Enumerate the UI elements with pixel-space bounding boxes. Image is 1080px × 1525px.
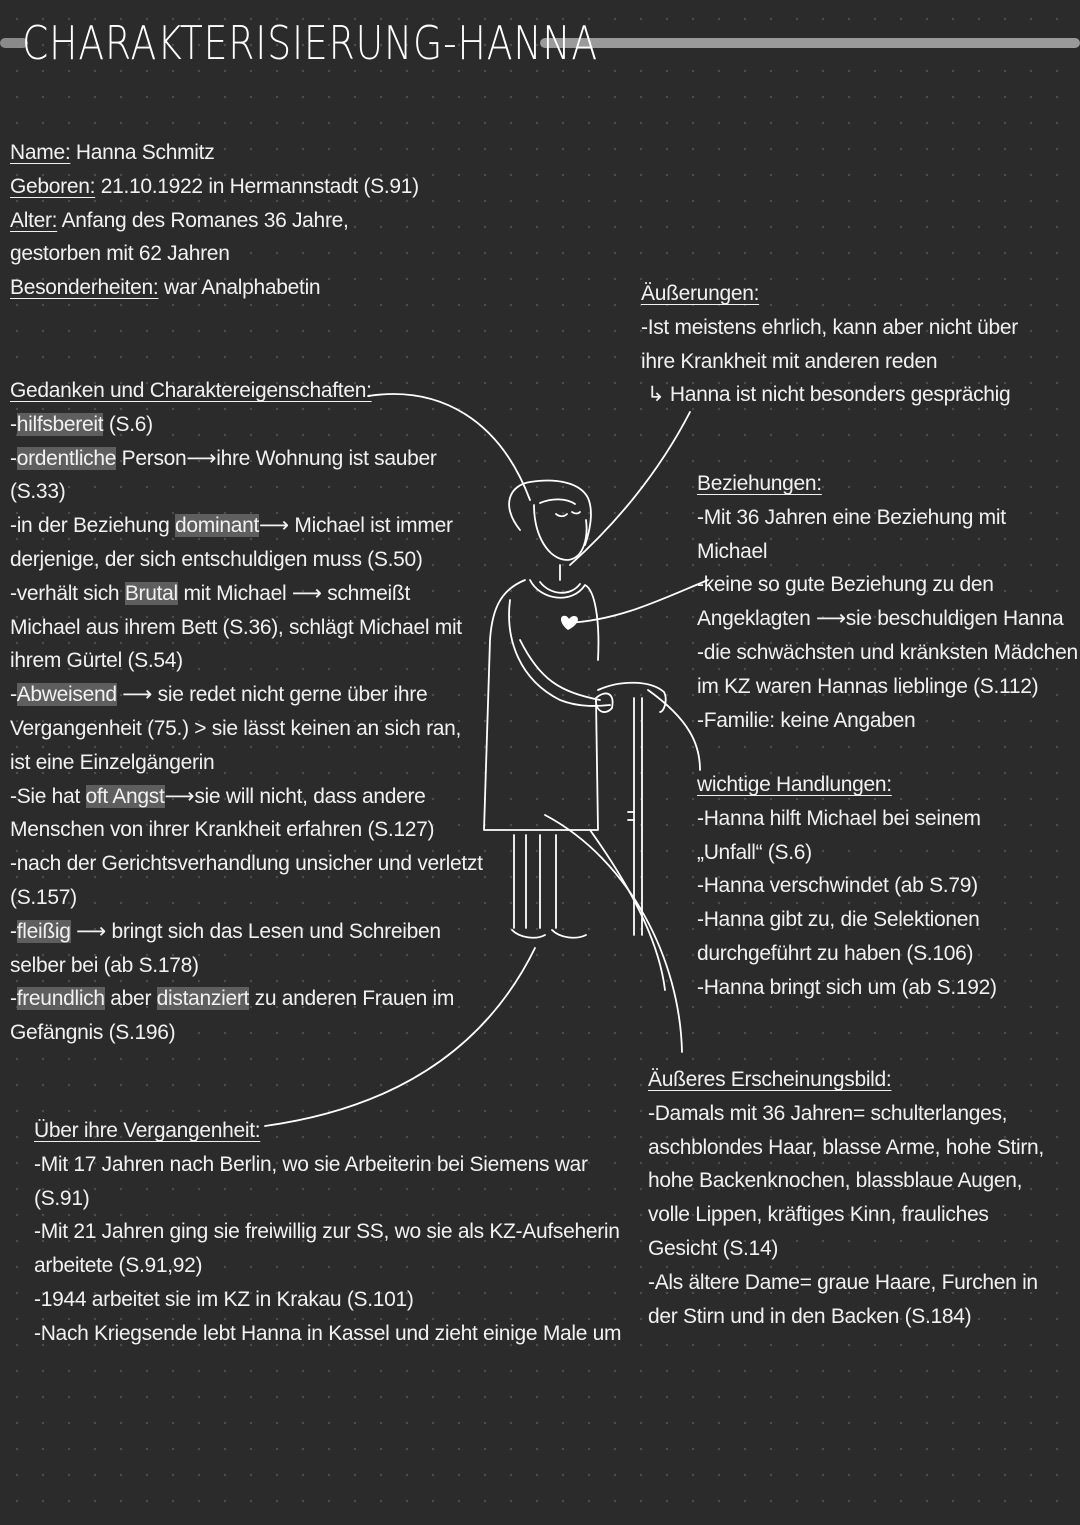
connector-thoughts [368, 394, 530, 500]
text: ist eine Einzelgängerin [10, 750, 215, 774]
text: aber [104, 987, 157, 1011]
text: derjenige, der sich entschuldigen muss (S.50) [10, 547, 423, 571]
text: „Unfall“ (S.6) [697, 840, 812, 864]
text: (S.6) [103, 412, 153, 436]
highlight: Brutal [124, 581, 178, 605]
text: Gefängnis (S.196) [10, 1021, 176, 1045]
text: ihre Krankheit mit anderen reden [641, 349, 938, 373]
text: ⟶ bringt sich das Lesen und Schreiben [70, 919, 441, 943]
text: -Mit 21 Jahren ging sie freiwillig zur SS, wo sie als KZ-Aufseherin [34, 1220, 620, 1244]
text: Vergangenheit (75.) > sie lässt keinen an sich ran, [10, 716, 462, 740]
highlight: freundlich [16, 987, 105, 1011]
text: ihrem Gürtel (S.54) [10, 649, 183, 673]
text: ⟶ Michael ist immer [259, 514, 453, 538]
connector-statements [570, 412, 690, 565]
highlight: Abweisend [16, 683, 117, 707]
text: volle Lippen, kräftiges Kinn, frauliches [648, 1203, 989, 1227]
name-value: Hanna Schmitz [70, 141, 215, 164]
text: (S.33) [10, 480, 66, 504]
text: -Hanna verschwindet (ab S.79) [697, 874, 978, 898]
text: der Stirn und in den Backen (S.184) [648, 1304, 972, 1328]
highlight: ordentliche [16, 446, 117, 470]
text: Gesicht (S.14) [648, 1236, 779, 1260]
born-label: Geboren: [10, 174, 96, 198]
text: - [10, 446, 17, 470]
text: ↳ Hanna ist nicht besonders gesprächig [647, 383, 1011, 407]
figure-cane [598, 683, 666, 712]
appearance-heading: Äußeres Erscheinungsbild: [648, 1068, 892, 1091]
text: ⟶sie will nicht, dass andere [164, 784, 426, 808]
text: Menschen von ihrer Krankheit erfahren (S.127) [10, 818, 435, 842]
text: hohe Backenknochen, blassblaue Augen, [648, 1169, 1023, 1193]
text: -Familie: keine Angaben [697, 708, 916, 732]
name-label: Name: [10, 141, 71, 164]
text: ⟶ sie redet nicht gerne über ihre [116, 683, 428, 707]
text: -nach der Gerichtsverhandlung unsicher und verletzt [10, 852, 483, 876]
statements-heading: Äußerungen: [641, 282, 760, 305]
age-value: Anfang des Romanes 36 Jahre, [57, 208, 349, 232]
thoughts-heading: Gedanken und Charaktereigenschaften: [10, 379, 372, 402]
text: -Mit 36 Jahren eine Beziehung mit [697, 505, 1006, 529]
actions-heading: wichtige Handlungen: [697, 773, 892, 796]
text: Michael [697, 539, 768, 563]
text: -verhält sich [10, 581, 125, 605]
highlight: oft Angst [85, 784, 165, 808]
text: -Als ältere Dame= graue Haare, Furchen in [648, 1270, 1038, 1294]
text: -Hanna hilft Michael bei seinem [697, 806, 981, 830]
text: -1944 arbeitet sie im KZ in Krakau (S.101) [34, 1287, 414, 1311]
connector-appearance [545, 815, 682, 1052]
text: (S.157) [10, 885, 77, 909]
figure-arm [509, 600, 610, 706]
born-value: 21.10.1922 in Hermannstadt (S.91) [95, 174, 419, 198]
highlight: fleißig [16, 919, 71, 943]
text: selber bei (ab S.178) [10, 953, 199, 977]
text: -Hanna gibt zu, die Selektionen [697, 908, 980, 932]
text: -Mit 17 Jahren nach Berlin, wo sie Arbeiterin bei Siemens war [34, 1152, 588, 1176]
highlight: distanziert [156, 987, 250, 1011]
highlight: hilfsbereit [16, 412, 104, 436]
text: durchgeführt zu haben (S.106) [697, 941, 974, 965]
relations-heading: Beziehungen: [697, 472, 822, 495]
connector-appearance-2 [590, 830, 665, 990]
text: -in der Beziehung [10, 514, 176, 538]
special-value: war Analphabetin [158, 276, 321, 300]
connector-actions [648, 690, 700, 770]
text: - [10, 412, 17, 436]
text: Michael aus ihrem Bett (S.36), schlägt Michael mit [10, 615, 462, 639]
text: -die schwächsten und kränksten Mädchen [697, 640, 1078, 664]
connector-relations [568, 580, 708, 623]
text: - [10, 987, 17, 1011]
text: -Nach Kriegsende lebt Hanna in Kassel und zieht einige Male um [34, 1321, 622, 1345]
text: zu anderen Frauen im [249, 987, 455, 1011]
text: -Sie hat [10, 784, 86, 808]
text: mit Michael ⟶ schmeißt [177, 581, 410, 605]
text: -Ist meistens ehrlich, kann aber nicht über [641, 315, 1018, 339]
page-title: CHARAKTERISIERUNG-HANNA [22, 16, 599, 70]
age-value-2: gestorben mit 62 Jahren [10, 242, 230, 266]
figure-legs [514, 835, 556, 928]
text: - [10, 919, 17, 943]
text: (S.91) [34, 1186, 90, 1210]
past-heading: Über ihre Vergangenheit: [34, 1119, 261, 1142]
age-label: Alter: [10, 208, 58, 232]
connector-past [265, 948, 535, 1126]
text: arbeitete (S.91,92) [34, 1254, 203, 1278]
text: -Hanna bringt sich um (ab S.192) [697, 975, 997, 999]
special-label: Besonderheiten: [10, 276, 159, 300]
heart-icon [561, 616, 578, 630]
text: - [10, 683, 17, 707]
text: Person⟶ihre Wohnung ist sauber [116, 446, 437, 470]
text: Angeklagten ⟶sie beschuldigen Hanna [697, 607, 1064, 631]
text: im KZ waren Hannas lieblinge (S.112) [697, 674, 1039, 698]
text: -Damals mit 36 Jahren= schulterlanges, [648, 1101, 1008, 1125]
text: aschblondes Haar, blasse Arme, hohe Stirn, [648, 1135, 1044, 1159]
text: -keine so gute Beziehung zu den [697, 573, 994, 597]
highlight: dominant [175, 514, 260, 538]
